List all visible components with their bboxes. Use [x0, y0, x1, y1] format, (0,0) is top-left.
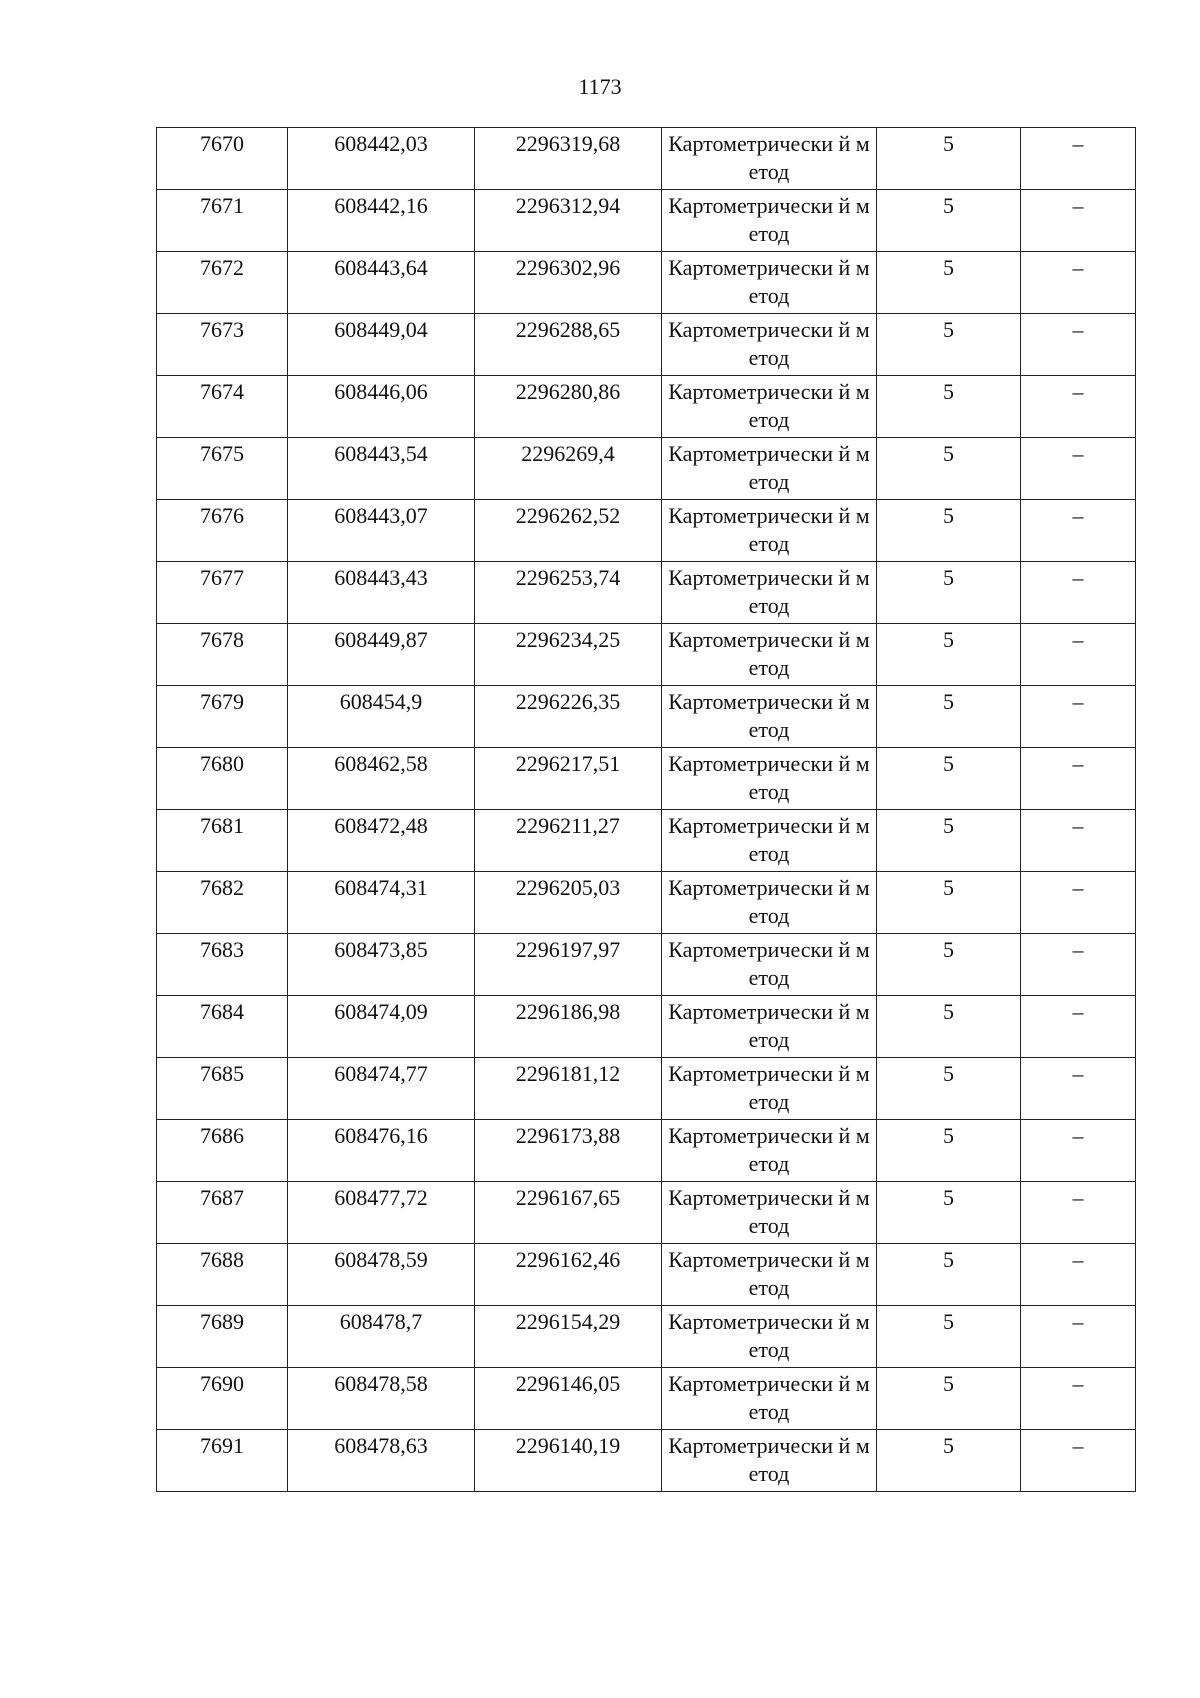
x-coordinate-cell [288, 934, 475, 996]
accuracy-cell [877, 500, 1021, 562]
y-coordinate-text: 2296319,68 [515, 131, 621, 156]
x-coordinate-cell [288, 438, 475, 500]
y-coordinate-cell [475, 1058, 662, 1120]
x-coordinate-text: 608478,7 [339, 1309, 423, 1334]
method-cell [662, 1368, 877, 1430]
method-text: Картометрически й метод [668, 379, 870, 432]
table-row [157, 624, 1136, 686]
x-coordinate-text: 608478,58 [334, 1371, 428, 1396]
note-text: – [1072, 999, 1084, 1024]
point-number-text: 7670 [200, 131, 244, 156]
y-coordinate-cell [475, 190, 662, 252]
method-text: Картометрически й метод [668, 1185, 870, 1238]
method-cell [662, 810, 877, 872]
accuracy-cell [877, 252, 1021, 314]
method-cell [662, 314, 877, 376]
point-number-cell [157, 128, 288, 190]
y-coordinate-cell [475, 500, 662, 562]
point-number-cell [157, 438, 288, 500]
table-row [157, 314, 1136, 376]
accuracy-text: 5 [943, 1247, 954, 1272]
accuracy-text: 5 [943, 1433, 954, 1458]
accuracy-cell [877, 438, 1021, 500]
method-text: Картометрически й метод [668, 441, 870, 494]
method-cell [662, 376, 877, 438]
method-cell [662, 1120, 877, 1182]
point-number-text: 7671 [200, 193, 244, 218]
note-text: – [1072, 689, 1084, 714]
x-coordinate-text: 608474,77 [334, 1061, 428, 1086]
table-row [157, 1368, 1136, 1430]
note-cell [1021, 1244, 1136, 1306]
point-number-text: 7679 [200, 689, 244, 714]
accuracy-text: 5 [943, 813, 954, 838]
point-number-text: 7684 [200, 999, 244, 1024]
table-row [157, 1244, 1136, 1306]
note-text: – [1072, 131, 1084, 156]
y-coordinate-text: 2296140,19 [515, 1433, 621, 1458]
point-number-cell [157, 934, 288, 996]
method-text: Картометрически й метод [668, 999, 870, 1052]
y-coordinate-text: 2296162,46 [515, 1247, 621, 1272]
page-number: 1173 [578, 74, 622, 99]
y-coordinate-text: 2296181,12 [515, 1061, 621, 1086]
y-coordinate-text: 2296217,51 [515, 751, 621, 776]
y-coordinate-cell [475, 872, 662, 934]
accuracy-cell [877, 128, 1021, 190]
method-text: Картометрически й метод [668, 1371, 870, 1424]
method-cell [662, 1306, 877, 1368]
x-coordinate-text: 608476,16 [334, 1123, 428, 1148]
y-coordinate-cell [475, 1368, 662, 1430]
x-coordinate-text: 608449,04 [334, 317, 428, 342]
x-coordinate-cell [288, 1306, 475, 1368]
accuracy-cell [877, 1430, 1021, 1492]
point-number-text: 7672 [200, 255, 244, 280]
note-text: – [1072, 875, 1084, 900]
note-cell [1021, 1182, 1136, 1244]
method-text: Картометрически й метод [668, 875, 870, 928]
table-body [157, 128, 1136, 1492]
x-coordinate-cell [288, 686, 475, 748]
x-coordinate-cell [288, 1058, 475, 1120]
x-coordinate-cell [288, 500, 475, 562]
accuracy-cell [877, 934, 1021, 996]
y-coordinate-cell [475, 438, 662, 500]
y-coordinate-cell [475, 1182, 662, 1244]
point-number-cell [157, 872, 288, 934]
point-number-cell [157, 1430, 288, 1492]
method-text: Картометрически й метод [668, 1309, 870, 1362]
note-text: – [1072, 1371, 1084, 1396]
method-text: Картометрически й метод [668, 255, 870, 308]
table-row [157, 500, 1136, 562]
point-number-cell [157, 1120, 288, 1182]
x-coordinate-text: 608474,31 [334, 875, 428, 900]
note-cell [1021, 314, 1136, 376]
note-cell [1021, 872, 1136, 934]
point-number-cell [157, 190, 288, 252]
point-number-cell [157, 624, 288, 686]
accuracy-text: 5 [943, 1123, 954, 1148]
note-cell [1021, 996, 1136, 1058]
y-coordinate-cell [475, 810, 662, 872]
point-number-cell [157, 376, 288, 438]
point-number-cell [157, 252, 288, 314]
accuracy-text: 5 [943, 689, 954, 714]
note-cell [1021, 562, 1136, 624]
method-cell [662, 872, 877, 934]
y-coordinate-text: 2296211,27 [516, 813, 620, 838]
x-coordinate-cell [288, 314, 475, 376]
note-text: – [1072, 1123, 1084, 1148]
point-number-cell [157, 562, 288, 624]
accuracy-cell [877, 1368, 1021, 1430]
note-cell [1021, 1306, 1136, 1368]
table-row [157, 810, 1136, 872]
method-text: Картометрически й метод [668, 503, 870, 556]
note-cell [1021, 1430, 1136, 1492]
x-coordinate-cell [288, 748, 475, 810]
point-number-text: 7691 [200, 1433, 244, 1458]
y-coordinate-cell [475, 686, 662, 748]
accuracy-text: 5 [943, 627, 954, 652]
accuracy-text: 5 [943, 565, 954, 590]
accuracy-text: 5 [943, 1061, 954, 1086]
x-coordinate-text: 608449,87 [334, 627, 428, 652]
table-row [157, 686, 1136, 748]
point-number-text: 7688 [200, 1247, 244, 1272]
accuracy-cell [877, 1182, 1021, 1244]
note-cell [1021, 810, 1136, 872]
note-text: – [1072, 1309, 1084, 1334]
method-cell [662, 686, 877, 748]
x-coordinate-cell [288, 1430, 475, 1492]
accuracy-text: 5 [943, 193, 954, 218]
accuracy-cell [877, 190, 1021, 252]
accuracy-text: 5 [943, 751, 954, 776]
accuracy-cell [877, 624, 1021, 686]
x-coordinate-text: 608477,72 [334, 1185, 428, 1210]
method-text: Картометрически й метод [668, 813, 870, 866]
accuracy-cell [877, 314, 1021, 376]
accuracy-cell [877, 562, 1021, 624]
point-number-text: 7673 [200, 317, 244, 342]
accuracy-cell [877, 872, 1021, 934]
table-row [157, 934, 1136, 996]
method-cell [662, 1182, 877, 1244]
x-coordinate-text: 608443,54 [334, 441, 428, 466]
method-text: Картометрически й метод [668, 627, 870, 680]
note-cell [1021, 190, 1136, 252]
accuracy-text: 5 [943, 937, 954, 962]
accuracy-text: 5 [943, 503, 954, 528]
note-cell [1021, 1058, 1136, 1120]
point-number-text: 7689 [200, 1309, 244, 1334]
accuracy-text: 5 [943, 379, 954, 404]
note-text: – [1072, 1433, 1084, 1458]
point-number-text: 7680 [200, 751, 244, 776]
table-row [157, 872, 1136, 934]
y-coordinate-cell [475, 1120, 662, 1182]
note-text: – [1072, 627, 1084, 652]
method-cell [662, 624, 877, 686]
y-coordinate-cell [475, 314, 662, 376]
x-coordinate-cell [288, 624, 475, 686]
point-number-cell [157, 748, 288, 810]
accuracy-cell [877, 996, 1021, 1058]
table-row [157, 748, 1136, 810]
x-coordinate-text: 608442,16 [334, 193, 428, 218]
point-number-text: 7686 [200, 1123, 244, 1148]
table-row [157, 128, 1136, 190]
table-row [157, 1120, 1136, 1182]
accuracy-cell [877, 1120, 1021, 1182]
point-number-cell [157, 314, 288, 376]
note-cell [1021, 500, 1136, 562]
point-number-text: 7675 [200, 441, 244, 466]
y-coordinate-text: 2296269,4 [521, 441, 615, 466]
table-row [157, 252, 1136, 314]
method-cell [662, 190, 877, 252]
coordinates-table [156, 127, 1136, 1492]
note-text: – [1072, 317, 1084, 342]
table-row [157, 438, 1136, 500]
table-row [157, 996, 1136, 1058]
note-text: – [1072, 751, 1084, 776]
x-coordinate-text: 608472,48 [334, 813, 428, 838]
note-cell [1021, 934, 1136, 996]
accuracy-text: 5 [943, 1185, 954, 1210]
point-number-cell [157, 810, 288, 872]
x-coordinate-text: 608446,06 [334, 379, 428, 404]
method-cell [662, 500, 877, 562]
note-cell [1021, 624, 1136, 686]
point-number-cell [157, 996, 288, 1058]
x-coordinate-cell [288, 190, 475, 252]
note-text: – [1072, 193, 1084, 218]
accuracy-text: 5 [943, 255, 954, 280]
y-coordinate-cell [475, 376, 662, 438]
x-coordinate-text: 608473,85 [334, 937, 428, 962]
table-row [157, 1182, 1136, 1244]
accuracy-text: 5 [943, 999, 954, 1024]
note-text: – [1072, 379, 1084, 404]
note-text: – [1072, 565, 1084, 590]
x-coordinate-text: 608478,63 [334, 1433, 428, 1458]
point-number-text: 7676 [200, 503, 244, 528]
accuracy-text: 5 [943, 1309, 954, 1334]
point-number-cell [157, 500, 288, 562]
accuracy-text: 5 [943, 317, 954, 342]
y-coordinate-text: 2296146,05 [515, 1371, 621, 1396]
accuracy-cell [877, 748, 1021, 810]
y-coordinate-cell [475, 128, 662, 190]
accuracy-cell [877, 1306, 1021, 1368]
table-row [157, 1306, 1136, 1368]
method-text: Картометрически й метод [668, 565, 870, 618]
y-coordinate-cell [475, 996, 662, 1058]
point-number-cell [157, 1058, 288, 1120]
point-number-cell [157, 1368, 288, 1430]
y-coordinate-text: 2296302,96 [515, 255, 621, 280]
x-coordinate-text: 608454,9 [339, 689, 423, 714]
y-coordinate-text: 2296312,94 [515, 193, 621, 218]
y-coordinate-text: 2296205,03 [515, 875, 621, 900]
note-text: – [1072, 441, 1084, 466]
point-number-text: 7685 [200, 1061, 244, 1086]
method-cell [662, 748, 877, 810]
point-number-text: 7690 [200, 1371, 244, 1396]
y-coordinate-cell [475, 624, 662, 686]
y-coordinate-cell [475, 1430, 662, 1492]
x-coordinate-cell [288, 810, 475, 872]
accuracy-cell [877, 686, 1021, 748]
point-number-text: 7677 [200, 565, 244, 590]
method-cell [662, 562, 877, 624]
accuracy-cell [877, 810, 1021, 872]
note-text: – [1072, 503, 1084, 528]
method-text: Картометрически й метод [668, 689, 870, 742]
table-row [157, 376, 1136, 438]
point-number-text: 7678 [200, 627, 244, 652]
accuracy-text: 5 [943, 875, 954, 900]
x-coordinate-cell [288, 562, 475, 624]
y-coordinate-text: 2296167,65 [515, 1185, 621, 1210]
point-number-text: 7674 [200, 379, 244, 404]
note-cell [1021, 1120, 1136, 1182]
y-coordinate-cell [475, 748, 662, 810]
note-cell [1021, 686, 1136, 748]
method-text: Картометрически й метод [668, 317, 870, 370]
note-cell [1021, 748, 1136, 810]
note-text: – [1072, 255, 1084, 280]
accuracy-text: 5 [943, 441, 954, 466]
x-coordinate-cell [288, 1120, 475, 1182]
point-number-text: 7681 [200, 813, 244, 838]
table-row [157, 1058, 1136, 1120]
point-number-cell [157, 1244, 288, 1306]
accuracy-text: 5 [943, 1371, 954, 1396]
y-coordinate-text: 2296173,88 [515, 1123, 621, 1148]
point-number-cell [157, 1182, 288, 1244]
y-coordinate-text: 2296253,74 [515, 565, 621, 590]
note-text: – [1072, 1247, 1084, 1272]
point-number-text: 7683 [200, 937, 244, 962]
y-coordinate-text: 2296288,65 [515, 317, 621, 342]
method-text: Картометрически й метод [668, 193, 870, 246]
table-row [157, 1430, 1136, 1492]
method-cell [662, 252, 877, 314]
x-coordinate-cell [288, 996, 475, 1058]
note-text: – [1072, 1185, 1084, 1210]
method-cell [662, 1244, 877, 1306]
y-coordinate-text: 2296154,29 [515, 1309, 621, 1334]
x-coordinate-cell [288, 1244, 475, 1306]
method-cell [662, 1058, 877, 1120]
y-coordinate-text: 2296226,35 [515, 689, 621, 714]
y-coordinate-cell [475, 562, 662, 624]
method-cell [662, 128, 877, 190]
x-coordinate-text: 608462,58 [334, 751, 428, 776]
method-text: Картометрически й метод [668, 937, 870, 990]
table-row [157, 190, 1136, 252]
accuracy-cell [877, 376, 1021, 438]
x-coordinate-cell [288, 1182, 475, 1244]
x-coordinate-cell [288, 872, 475, 934]
method-cell [662, 996, 877, 1058]
method-cell [662, 934, 877, 996]
note-text: – [1072, 813, 1084, 838]
y-coordinate-cell [475, 252, 662, 314]
note-text: – [1072, 1061, 1084, 1086]
method-cell [662, 438, 877, 500]
x-coordinate-cell [288, 1368, 475, 1430]
note-cell [1021, 128, 1136, 190]
note-cell [1021, 1368, 1136, 1430]
x-coordinate-text: 608474,09 [334, 999, 428, 1024]
method-text: Картометрически й метод [668, 1123, 870, 1176]
accuracy-cell [877, 1244, 1021, 1306]
method-text: Картометрически й метод [668, 1433, 870, 1486]
note-cell [1021, 252, 1136, 314]
point-number-cell [157, 1306, 288, 1368]
method-text: Картометрически й метод [668, 751, 870, 804]
point-number-text: 7682 [200, 875, 244, 900]
y-coordinate-text: 2296186,98 [515, 999, 621, 1024]
x-coordinate-cell [288, 252, 475, 314]
note-cell [1021, 438, 1136, 500]
y-coordinate-text: 2296280,86 [515, 379, 621, 404]
y-coordinate-text: 2296234,25 [515, 627, 621, 652]
accuracy-text: 5 [943, 131, 954, 156]
point-number-text: 7687 [200, 1185, 244, 1210]
y-coordinate-cell [475, 1306, 662, 1368]
x-coordinate-text: 608442,03 [334, 131, 428, 156]
note-cell [1021, 376, 1136, 438]
note-text: – [1072, 937, 1084, 962]
table-row [157, 562, 1136, 624]
x-coordinate-cell [288, 128, 475, 190]
x-coordinate-text: 608443,07 [334, 503, 428, 528]
method-text: Картометрически й метод [668, 1247, 870, 1300]
y-coordinate-text: 2296262,52 [515, 503, 621, 528]
y-coordinate-cell [475, 1244, 662, 1306]
y-coordinate-cell [475, 934, 662, 996]
y-coordinate-text: 2296197,97 [515, 937, 621, 962]
method-text: Картометрически й метод [668, 1061, 870, 1114]
accuracy-cell [877, 1058, 1021, 1120]
x-coordinate-text: 608443,64 [334, 255, 428, 280]
x-coordinate-text: 608443,43 [334, 565, 428, 590]
x-coordinate-text: 608478,59 [334, 1247, 428, 1272]
method-text: Картометрически й метод [668, 131, 870, 184]
x-coordinate-cell [288, 376, 475, 438]
point-number-cell [157, 686, 288, 748]
method-cell [662, 1430, 877, 1492]
